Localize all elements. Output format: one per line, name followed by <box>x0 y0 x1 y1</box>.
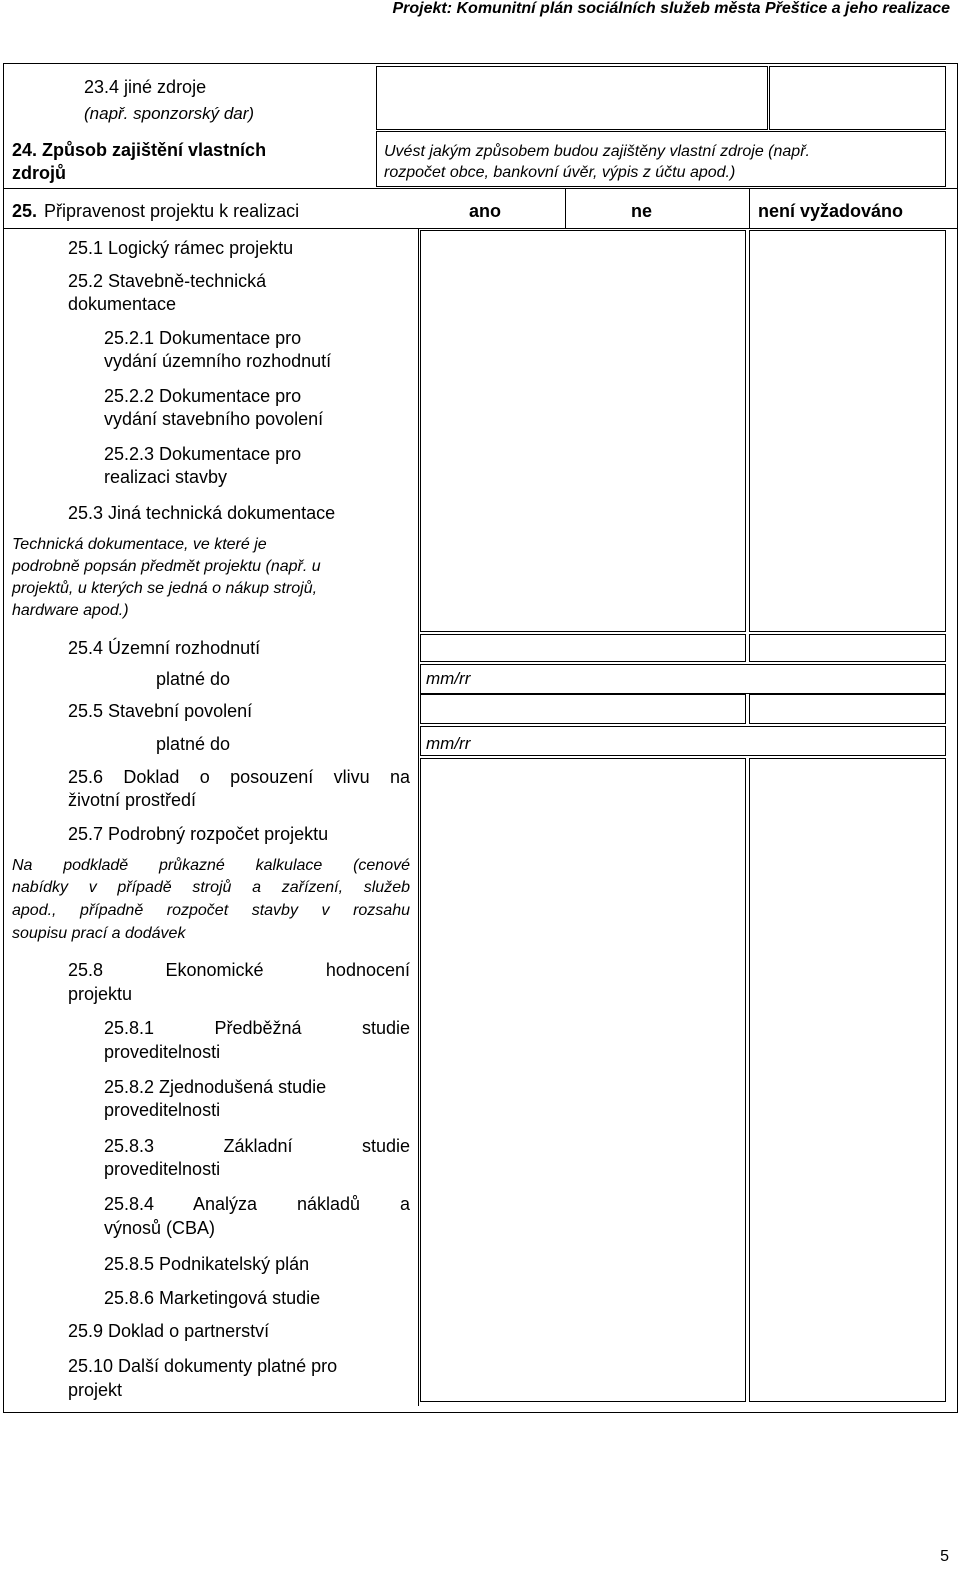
column-header-ano: ano <box>469 201 502 221</box>
row-24-label-cont: zdrojů <box>12 163 66 183</box>
item-25-2-1: 25.2.1 Dokumentace pro <box>104 328 302 348</box>
item-25-10: 25.10 Další dokumenty platné pro <box>68 1356 338 1376</box>
item-25-2-2-cont: vydání stavebního povolení <box>104 409 324 429</box>
item-25-8-3: 25.8.3 Základní studie <box>104 1136 410 1156</box>
checkbox-cell[interactable] <box>420 694 746 724</box>
column-header-neni-vyzadovano: není vyžadováno <box>758 201 904 221</box>
grid-column-line <box>749 188 750 228</box>
item-25-3-note-cont: podrobně popsán předmět projektu (např. u <box>12 558 321 575</box>
checkbox-cell-neni-vyzadovano-block[interactable] <box>749 230 946 632</box>
item-25-6-cont: životní prostředí <box>68 790 197 810</box>
date-format-hint: mm/rr <box>426 734 471 753</box>
row-24-note-cont: rozpočet obce, bankovní úvěr, výpis z účtu apod.) <box>384 164 736 181</box>
item-25-8-1: 25.8.1 Předběžná studie <box>104 1018 410 1038</box>
section-25-title <box>12 200 37 223</box>
page-header: Projekt: Komunitní plán sociálních služeb města Přeštice a jeho realizace <box>392 0 950 17</box>
section-25-title-text: Připravenost projektu k realizaci <box>44 201 300 221</box>
checkbox-cell-neni-vyzadovano-block-lower[interactable] <box>749 758 946 1402</box>
item-25-7-note-cont: soupisu prací a dodávek <box>12 925 186 942</box>
divider <box>3 228 958 229</box>
item-25-8-6: 25.8.6 Marketingová studie <box>104 1288 321 1308</box>
item-25-7: 25.7 Podrobný rozpočet projektu <box>68 824 329 844</box>
item-25-9: 25.9 Doklad o partnerství <box>68 1321 270 1341</box>
item-25-8-1-cont: proveditelnosti <box>104 1042 221 1062</box>
item-25-3-note: Technická dokumentace, ve které je <box>12 536 267 553</box>
item-25-2-3-cont: realizaci stavby <box>104 467 228 487</box>
item-25-7-note-cont: apod., případně rozpočet stavby v rozsahu <box>12 902 410 919</box>
row-23-4-input-1[interactable] <box>376 66 768 130</box>
section-25-number: 25. <box>12 201 38 221</box>
item-25-10-cont: projekt <box>68 1380 123 1400</box>
item-25-3-note-cont: hardware apod.) <box>12 602 129 619</box>
checkbox-cell[interactable] <box>749 634 946 662</box>
date-field-row-25-5[interactable] <box>420 726 946 756</box>
page-number: 5 <box>940 1548 949 1565</box>
item-25-2: 25.2 Stavebně-technická <box>68 271 267 291</box>
divider <box>3 188 958 189</box>
item-25-2-2: 25.2.2 Dokumentace pro <box>104 386 302 406</box>
valid-until-label: platné do <box>156 734 231 754</box>
item-25-2-cont: dokumentace <box>68 294 177 314</box>
row-23-4-sublabel: (např. sponzorský dar) <box>84 104 255 123</box>
item-25-6: 25.6 Doklad o posouzení vlivu na <box>68 767 410 787</box>
grid-column-line <box>565 188 566 228</box>
item-25-2-1-cont: vydání územního rozhodnutí <box>104 351 332 371</box>
checkbox-cell[interactable] <box>749 694 946 724</box>
item-25-8-2-cont: proveditelnosti <box>104 1100 221 1120</box>
row-24-note: Uvést jakým způsobem budou zajištěny vlastní zdroje (např. <box>384 143 810 160</box>
item-25-5: 25.5 Stavební povolení <box>68 701 253 721</box>
date-field-row-25-4[interactable] <box>420 664 946 694</box>
item-25-7-note-cont: nabídky v případě strojů a zařízení, služeb <box>12 879 410 896</box>
item-25-8-4: 25.8.4 Analýza nákladů a <box>104 1194 410 1214</box>
item-25-4: 25.4 Územní rozhodnutí <box>68 638 261 658</box>
checkbox-cell[interactable] <box>420 634 746 662</box>
row-23-4-input-2[interactable] <box>769 66 946 130</box>
item-25-8-cont: projektu <box>68 984 133 1004</box>
item-25-1: 25.1 Logický rámec projektu <box>68 238 294 258</box>
item-25-2-3: 25.2.3 Dokumentace pro <box>104 444 302 464</box>
item-25-3-note-cont: projektů, u kterých se jedná o nákup strojů, <box>12 580 318 597</box>
date-format-hint: mm/rr <box>426 669 471 688</box>
item-25-3: 25.3 Jiná technická dokumentace <box>68 503 336 523</box>
row-24-label: 24. Způsob zajištění vlastních <box>12 140 267 160</box>
row-23-4-label: 23.4 jiné zdroje <box>84 77 207 97</box>
item-25-8: 25.8 Ekonomické hodnocení <box>68 960 410 980</box>
checkbox-cell-ano-ne-block[interactable] <box>420 230 746 632</box>
item-25-7-note: Na podkladě průkazné kalkulace (cenové <box>12 857 410 874</box>
column-header-ne: ne <box>631 201 653 221</box>
checkbox-cell-ano-ne-block-lower[interactable] <box>420 758 746 1402</box>
item-25-8-4-cont: výnosů (CBA) <box>104 1218 216 1238</box>
item-25-8-5: 25.8.5 Podnikatelský plán <box>104 1254 310 1274</box>
valid-until-label: platné do <box>156 669 231 689</box>
item-25-8-3-cont: proveditelnosti <box>104 1159 221 1179</box>
item-25-8-2: 25.8.2 Zjednodušená studie <box>104 1077 327 1097</box>
grid-column-line <box>418 228 419 1406</box>
